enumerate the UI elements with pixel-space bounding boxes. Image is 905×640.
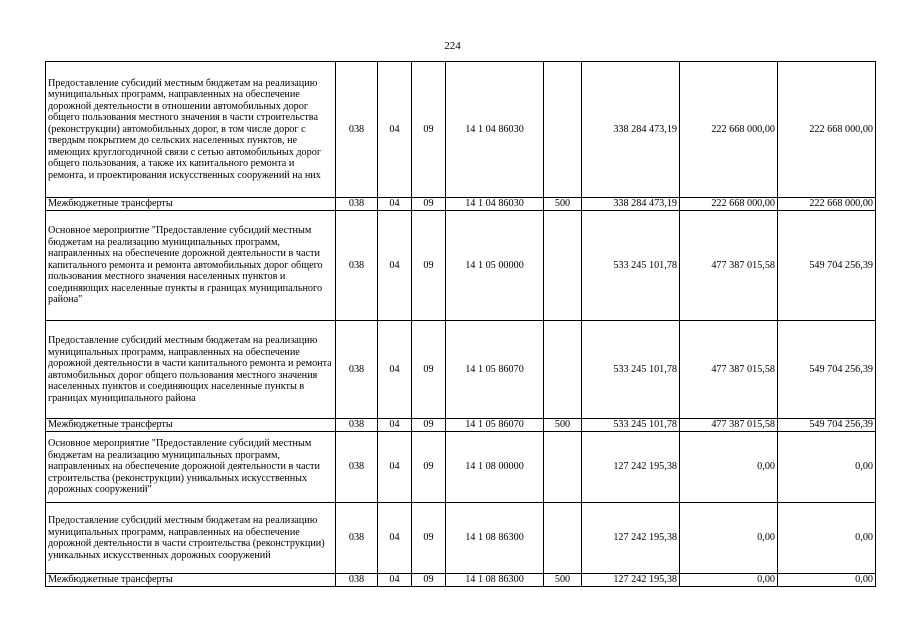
expense-type-code xyxy=(544,503,582,574)
amount-year-1: 533 245 101,78 xyxy=(582,419,680,432)
ministry-code: 038 xyxy=(336,503,378,574)
amount-year-1: 127 242 195,38 xyxy=(582,503,680,574)
subsection-code: 09 xyxy=(412,321,446,419)
target-article-code: 14 1 08 86300 xyxy=(446,503,544,574)
section-code: 04 xyxy=(378,198,412,211)
table-row xyxy=(46,419,876,432)
table-row xyxy=(46,432,876,503)
ministry-code: 038 xyxy=(336,198,378,211)
ministry-code: 038 xyxy=(336,432,378,503)
table-row xyxy=(46,321,876,419)
amount-year-3: 0,00 xyxy=(778,503,876,574)
amount-year-1: 533 245 101,78 xyxy=(582,211,680,321)
section-code: 04 xyxy=(378,419,412,432)
amount-year-1: 127 242 195,38 xyxy=(582,432,680,503)
table-row xyxy=(46,574,876,587)
expense-type-code: 500 xyxy=(544,419,582,432)
row-name: Межбюджетные трансферты xyxy=(46,198,336,211)
table-row xyxy=(46,62,876,198)
amount-year-3: 549 704 256,39 xyxy=(778,419,876,432)
section-code: 04 xyxy=(378,62,412,198)
target-article-code: 14 1 08 86300 xyxy=(446,574,544,587)
amount-year-2: 477 387 015,58 xyxy=(680,321,778,419)
subsection-code: 09 xyxy=(412,419,446,432)
section-code: 04 xyxy=(378,432,412,503)
ministry-code: 038 xyxy=(336,419,378,432)
section-code: 04 xyxy=(378,503,412,574)
amount-year-3: 0,00 xyxy=(778,574,876,587)
row-name: Предоставление субсидий местным бюджетам на реализацию муниципальных программ, направленных на обеспечение дорожной деятельности в отношении автомобильных дорог общего пользования местного значения в части строительства (реконструкции) автомобильных дорог, в том числе дорог с твердым покрытием до сельских населенных пунктов, не имеющих круглогодичной связи с сетью автомобильных дорог общего пользования, а также их капитального ремонта и ремонта, и проектирования искусственных сооружений на них xyxy=(46,62,336,198)
expense-type-code xyxy=(544,321,582,419)
amount-year-3: 222 668 000,00 xyxy=(778,198,876,211)
page-number: 224 xyxy=(444,40,461,52)
ministry-code: 038 xyxy=(336,211,378,321)
subsection-code: 09 xyxy=(412,574,446,587)
expense-type-code xyxy=(544,62,582,198)
amount-year-3: 222 668 000,00 xyxy=(778,62,876,198)
amount-year-1: 338 284 473,19 xyxy=(582,62,680,198)
amount-year-2: 0,00 xyxy=(680,503,778,574)
expense-type-code: 500 xyxy=(544,574,582,587)
target-article-code: 14 1 05 86070 xyxy=(446,419,544,432)
amount-year-2: 477 387 015,58 xyxy=(680,211,778,321)
amount-year-1: 127 242 195,38 xyxy=(582,574,680,587)
ministry-code: 038 xyxy=(336,321,378,419)
target-article-code: 14 1 04 86030 xyxy=(446,198,544,211)
amount-year-2: 222 668 000,00 xyxy=(680,198,778,211)
row-name: Межбюджетные трансферты xyxy=(46,419,336,432)
target-article-code: 14 1 08 00000 xyxy=(446,432,544,503)
amount-year-2: 222 668 000,00 xyxy=(680,62,778,198)
row-name: Межбюджетные трансферты xyxy=(46,574,336,587)
expense-type-code xyxy=(544,432,582,503)
table-row xyxy=(46,211,876,321)
ministry-code: 038 xyxy=(336,62,378,198)
row-name: Основное мероприятие "Предоставление субсидий местным бюджетам на реализацию муниципальных программ, направленных на обеспечение дорожной деятельности в части строительства (реконструкции) уникальных искусственных дорожных сооружений" xyxy=(46,432,336,503)
budget-table xyxy=(45,61,876,587)
subsection-code: 09 xyxy=(412,211,446,321)
subsection-code: 09 xyxy=(412,198,446,211)
expense-type-code: 500 xyxy=(544,198,582,211)
target-article-code: 14 1 05 00000 xyxy=(446,211,544,321)
amount-year-1: 338 284 473,19 xyxy=(582,198,680,211)
amount-year-2: 0,00 xyxy=(680,432,778,503)
row-name: Основное мероприятие "Предоставление субсидий местным бюджетам на реализацию муниципальных программ, направленных на обеспечение дорожной деятельности в части капитального ремонта и ремонта автомобильных дорог общего пользования местного значения населенных пунктов и соединяющих населенные пункты в границах муниципального района" xyxy=(46,211,336,321)
subsection-code: 09 xyxy=(412,432,446,503)
amount-year-3: 549 704 256,39 xyxy=(778,321,876,419)
table-row xyxy=(46,198,876,211)
row-name: Предоставление субсидий местным бюджетам на реализацию муниципальных программ, направленных на обеспечение дорожной деятельности в части строительства (реконструкции) уникальных искусственных дорожных сооружений xyxy=(46,503,336,574)
target-article-code: 14 1 04 86030 xyxy=(446,62,544,198)
amount-year-1: 533 245 101,78 xyxy=(582,321,680,419)
target-article-code: 14 1 05 86070 xyxy=(446,321,544,419)
row-name: Предоставление субсидий местным бюджетам на реализацию муниципальных программ, направленных на обеспечение дорожной деятельности в части капитального ремонта и ремонта автомобильных дорог общего пользования местного значения населенных пунктов и соединяющих населенные пункты в границах муниципального района xyxy=(46,321,336,419)
subsection-code: 09 xyxy=(412,62,446,198)
section-code: 04 xyxy=(378,574,412,587)
section-code: 04 xyxy=(378,321,412,419)
ministry-code: 038 xyxy=(336,574,378,587)
table-row xyxy=(46,503,876,574)
subsection-code: 09 xyxy=(412,503,446,574)
amount-year-2: 0,00 xyxy=(680,574,778,587)
expense-type-code xyxy=(544,211,582,321)
section-code: 04 xyxy=(378,211,412,321)
amount-year-3: 549 704 256,39 xyxy=(778,211,876,321)
amount-year-2: 477 387 015,58 xyxy=(680,419,778,432)
amount-year-3: 0,00 xyxy=(778,432,876,503)
